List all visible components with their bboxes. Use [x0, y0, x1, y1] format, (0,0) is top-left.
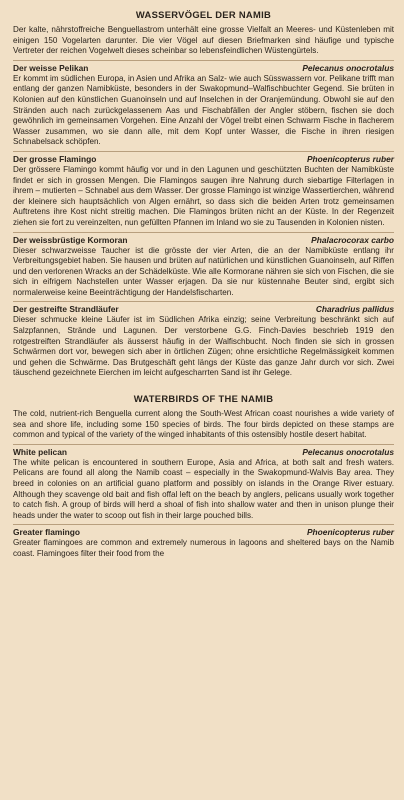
section-text: Dieser schwarzweisse Taucher ist die grösste der vier Arten, die an der Namibküste entlang ihr Verbreitungsgebiet haben. Sie hausen und brüten auf natürlichen und künstlichen Guanoinseln, auf Riffen und den verlorenen Wracks an der Schädelküste. Wie alle Kormorane nähren sie sich von Fischen, die sie sich in eifrigem Nachstellen unter Wasser erjagen. Da sie nur küstennahe Beuter sind, ergibt sich normalerweise keine Beeinträchtigung der Handelsfischarten.: [13, 245, 394, 297]
section-heading: [13, 232, 394, 246]
section-weisse-pelikan: [13, 60, 394, 148]
section-text: The white pelican is encountered in southern Europe, Asia and Africa, at both salt and fresh waters. Pelicans are found all along the Namib coast – especially in the Swakopmund-Walvis Bay area. They breed in colonies on an artificial guano platform and possibly on islands in the Orange River estuary. Although they scavenge old bait and fish offal left on the beach by anglers, pelicans usually work together to catch fish. A group of birds will herd a shoal of fish into shallow water and then in unison plunge their heads under the water to scoop out fish in their large pouched bills.: [13, 457, 394, 520]
bird-name: Greater flamingo: [13, 527, 81, 538]
english-text-block: [13, 393, 394, 560]
latin-name: Phalacrocorax carbo: [311, 234, 394, 245]
language-divider-space: [13, 382, 394, 393]
bird-name: Der weisse Pelikan: [13, 62, 89, 73]
section-heading: [13, 151, 394, 165]
german-text-block: [13, 9, 394, 379]
section-kormoran: [13, 232, 394, 299]
section-heading: [13, 524, 394, 538]
english-title: WATERBIRDS OF THE NAMIB: [133, 393, 274, 405]
latin-name: Pelecanus onocrotalus: [302, 446, 394, 457]
bird-name: Der grosse Flamingo: [13, 153, 97, 164]
section-text: Er kommt im südlichen Europa, in Asien und Afrika an Salz- wie auch Süsswassern vor. Pelikane trifft man entlang der ganzen Namibküste, besonders in der Swakopmund–Walfischbuchter Gegend. Sie brüten in Kolonien auf den künstlichen Guanoinseln und auf Inselchen in der Oranjemündung. Obwohl sie auf den Stränden auch nach zurückgelassenem Aas und Fischabfällen der Angler stöbern, fischen sie doch gewöhnlich im gemeinsamen Vorgehen. Eine Anzahl der Vögel treibt einen Schwarm Fische in flacherem Wasser zusammen, wo sie dann alle, mit dem Kopf unter Wasser, die Fische in ihren riesigen Schnabelsack schöpfen.: [13, 73, 394, 147]
section-text: Der grössere Flamingo kommt häufig vor und in den Lagunen und geschützten Buchten der Namibküste findet er sich in grossen Mengen. Die Flamingos saugen ihre Nahrung durch siebartige Filterlagen in ihrem – mutierten – Schnabel aus dem Wasser. Der grosse Flamingo ist winzige Wassertierchen, während der kleinere sich hauptsächlich von Algen ernährt, so dass sich die beiden Arten trotz gemeinsamen Auftretens ihre Kost nicht streitig machen. Die Flamingos brüten nicht an der Küste. In der Regenzeit ziehen sie fort zu vereinzelten, nun gefüllten Pfannen im Inland wo sie zu Tausenden in Kolonien nisten.: [13, 164, 394, 227]
latin-name: Phoenicopterus ruber: [306, 153, 394, 164]
bird-name: White pelican: [13, 446, 67, 457]
section-white-pelican: [13, 444, 394, 522]
english-intro: The cold, nutrient-rich Benguella current along the South-West African coast nourishes a wide variety of sea and shore life, including some 150 species of birds. The four birds depicted on these stamps are common and typical of the variety of the winged inhabitants of this ostensibly hostile desert habitat.: [13, 409, 394, 440]
latin-name: Phoenicopterus ruber: [306, 527, 394, 538]
section-strandlaeufer: [13, 301, 394, 379]
section-heading: [13, 301, 394, 315]
latin-name: Pelecanus onocrotalus: [302, 62, 394, 73]
bird-name: Der gestreifte Strandläufer: [13, 304, 119, 315]
section-text: Dieser schmucke kleine Läufer ist im Südlichen Afrika einzig; seine Verbreitung beschränkt sich auf Salzpfannen, Strände und Lagunen. Der verstorbene G.G. Finch-Davies beschrieb 1919 den rotgestreiften Strandläufer als äusserst häufig in der Walfischbucht. Noch finden sie sich in grossen Schwärmen dort vor, bewegen sich aber in örtlichen Zügen; ohne ersichtliche Regelmässigkeit kommen und gehen die Schwärme. Das Brutgeschäft geht längs der Küste das ganze Jahr durch vor sich. Zwei täuschend gezeichnete Eierchen im leicht aufgescharrten Sand ist ihr Gelege.: [13, 315, 394, 378]
section-text: Greater flamingoes are common and extremely numerous in lagoons and sheltered bays on the Namib coast. Flamingoes filter their food from the: [13, 538, 394, 558]
section-grosse-flamingo: [13, 151, 394, 229]
german-intro: Der kalte, nährstoffreiche Benguellastrom unterhält eine grosse Vielfalt an Meeres- und Küstenleben mit einigen 150 Vogelarten darunter. Die vier Vögel auf diesen Briefmarken sind häufige und typische Vertreter der reichen Vogelwelt dieses scheinbar so lebensfeindlichen Wüstengürtels.: [13, 25, 394, 56]
german-title: WASSERVÖGEL DER NAMIB: [135, 9, 272, 20]
section-greater-flamingo: [13, 524, 394, 559]
latin-name: Charadrius pallidus: [315, 304, 394, 315]
section-heading: [13, 60, 394, 74]
bird-name: Der weissbrüstige Kormoran: [13, 234, 128, 245]
section-heading: [13, 444, 394, 458]
